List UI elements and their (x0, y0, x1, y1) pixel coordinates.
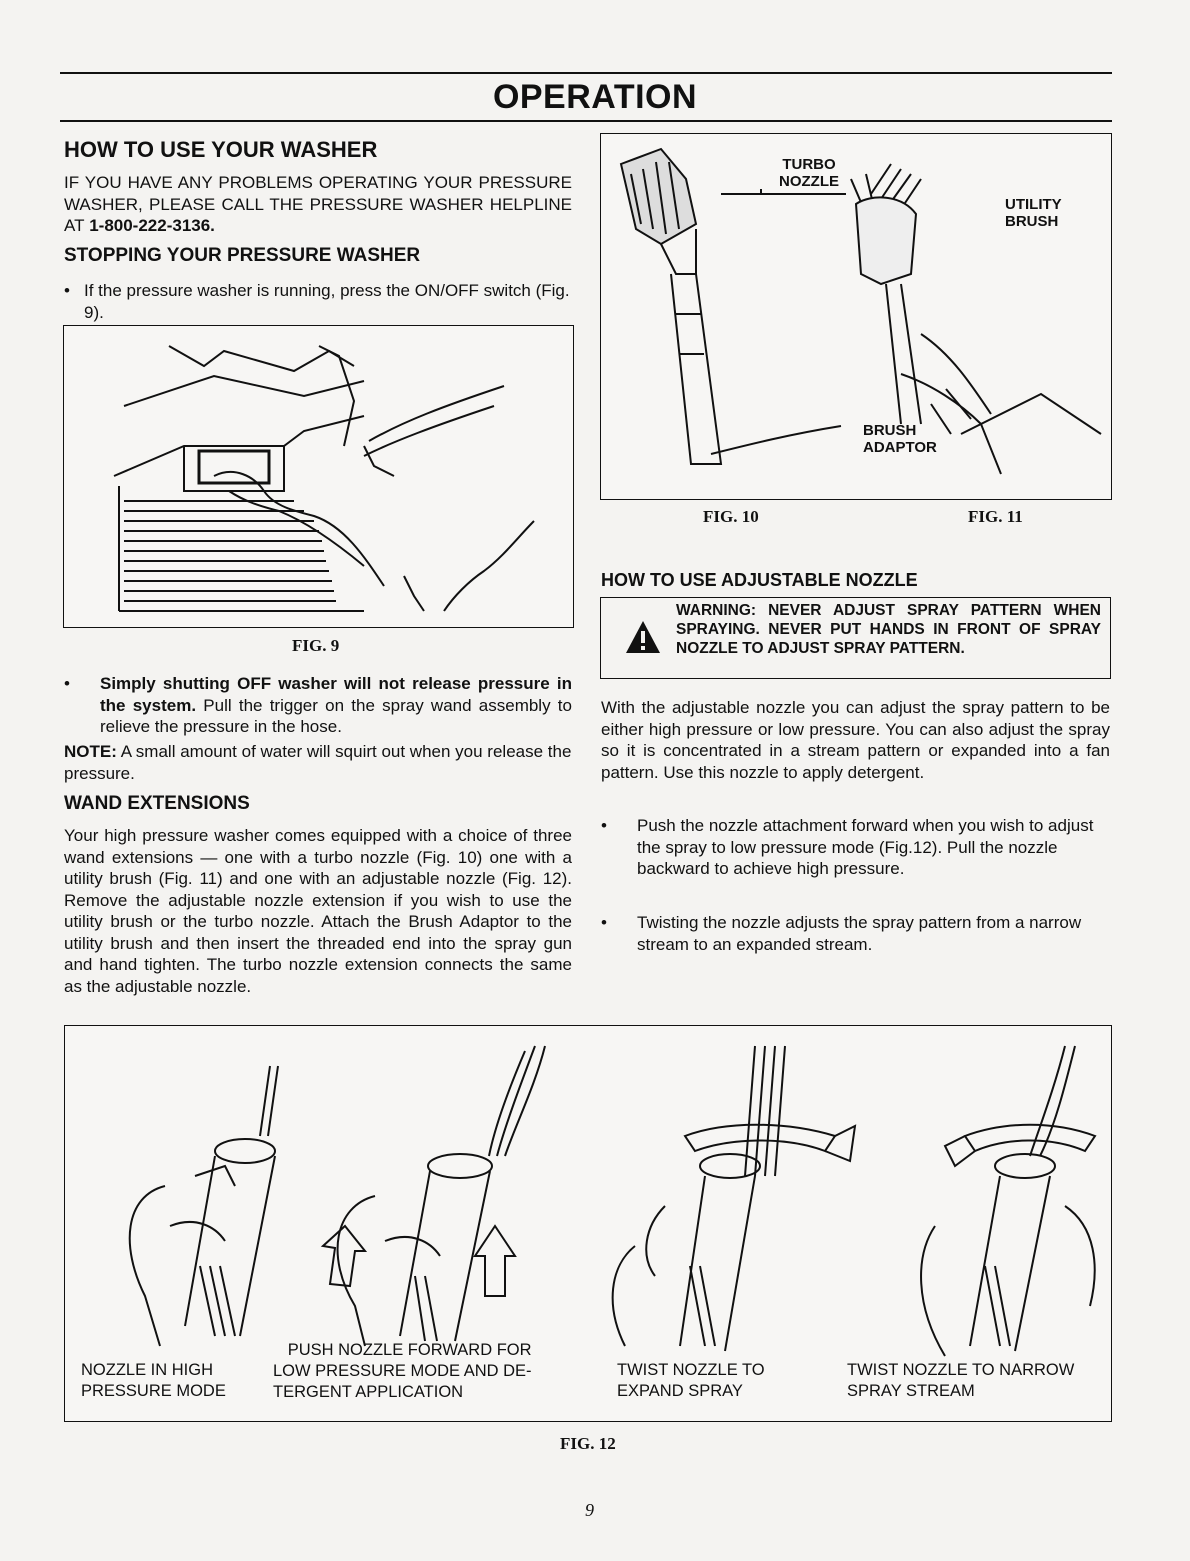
fig9-drawing (64, 326, 573, 627)
warning-box (600, 597, 1111, 679)
utility-label-line2: BRUSH (1005, 213, 1059, 230)
note-label: NOTE: (64, 742, 117, 761)
stopping-bullet-text: If the pressure washer is running, press the ON/OFF switch (Fig. 9). (84, 281, 570, 322)
push-nozzle-text: Push the nozzle attachment forward when you wish to adjust the spray to low pressure mode (Fig.12). Pull the nozzle backward to achieve high pressure. (637, 816, 1094, 878)
cap2-line3: TERGENT APPLICATION (273, 1383, 464, 1401)
helpline-text: IF YOU HAVE ANY PROBLEMS OPERATING YOUR PRESSURE WASHER, PLEASE CALL THE PRESSURE WASHER HELPLINE AT (64, 173, 572, 235)
fig9-illustration (63, 325, 574, 628)
utility-brush-label (1005, 196, 1062, 230)
fig11-caption: FIG. 11 (968, 507, 1023, 526)
note-text: A small amount of water will squirt out when you release the pressure. (64, 742, 572, 783)
warning-triangle-icon (623, 618, 663, 658)
title-underline (60, 120, 1112, 122)
note-paragraph (64, 741, 572, 784)
turbo-nozzle-label (779, 156, 839, 190)
bullet-dot: • (64, 281, 70, 300)
bullet-dot: • (601, 816, 607, 835)
utility-label-line1: UTILITY (1005, 196, 1062, 213)
cap2-line2: LOW PRESSURE MODE AND DE- (273, 1362, 532, 1380)
fig10-11-illustration (600, 133, 1112, 500)
bullet-dot: • (601, 913, 607, 932)
helpline-phone: 1-800-222-3136. (89, 216, 215, 235)
cap1-line1: NOZZLE IN HIGH (81, 1361, 214, 1379)
helpline-paragraph (64, 172, 572, 237)
release-pressure-text (100, 673, 572, 738)
fig10-11-drawing (601, 134, 1111, 499)
wand-paragraph: Your high pressure washer comes equipped with a choice of three wand extensions — one with a turbo nozzle (Fig. 10) one with a utility brush (Fig. 11) and one with an adjustable nozzle (Fig. 12). Remove the adjustable nozzle extension if you wish to use the utility brush or the turbo nozzle. Attach the Brush Adaptor to the utility brush and then insert the threaded end into the spray gun and hand tighten. The turbo nozzle extension connects the same as the adjustable nozzle. (64, 826, 572, 996)
cap2-line1: PUSH NOZZLE FORWARD FOR (287, 1341, 532, 1359)
how-to-use-heading: HOW TO USE YOUR WASHER (64, 137, 378, 162)
cap3-line1: TWIST NOZZLE TO (617, 1361, 765, 1379)
turbo-label-line1: TURBO (782, 156, 836, 173)
fig12-caption-narrow (847, 1360, 1074, 1402)
cap1-line2: PRESSURE MODE (81, 1382, 226, 1400)
twist-nozzle-text: Twisting the nozzle adjusts the spray pattern from a narrow stream to an expanded stream. (637, 913, 1082, 954)
page-title: OPERATION (492, 78, 698, 116)
wand-heading: WAND EXTENSIONS (64, 793, 250, 814)
fig12-caption-high-pressure (81, 1360, 226, 1402)
page-number: 9 (585, 1500, 594, 1520)
fig9-caption: FIG. 9 (292, 636, 340, 655)
adjustable-nozzle-heading: HOW TO USE ADJUSTABLE NOZZLE (601, 570, 918, 590)
turbo-label-line2: NOZZLE (779, 173, 839, 190)
stopping-heading: STOPPING YOUR PRESSURE WASHER (64, 245, 421, 266)
cap4-line2: SPRAY STREAM (847, 1382, 975, 1400)
release-pressure-rest: Pull the trigger on the spray wand assembly to relieve the pressure in the hose. (100, 695, 572, 736)
fig12-caption: FIG. 12 (560, 1434, 616, 1453)
fig12-caption-push-forward (273, 1340, 532, 1403)
top-rule (60, 72, 1112, 74)
release-pressure-bold: Simply shutting OFF washer will not release pressure in the system. (100, 674, 572, 715)
adaptor-label-line2: ADAPTOR (863, 439, 937, 456)
brush-adaptor-label (863, 422, 937, 456)
fig12-illustration (64, 1025, 1112, 1422)
cap3-line2: EXPAND SPRAY (617, 1382, 743, 1400)
adaptor-label-line1: BRUSH (863, 422, 917, 439)
fig10-caption: FIG. 10 (703, 507, 759, 526)
bullet-dot: • (64, 674, 70, 693)
warning-text: WARNING: NEVER ADJUST SPRAY PATTERN WHEN SPRAYING. NEVER PUT HANDS IN FRONT OF SPRAY NOZZLE TO ADJUST SPRAY PATTERN. (676, 602, 1101, 657)
adjustable-paragraph: With the adjustable nozzle you can adjust the spray pattern to be either high pressure or low pressure. You can also adjust the spray so it is concentrated in a stream pattern or expanded into a fan pattern. Use this nozzle to apply detergent. (601, 698, 1110, 782)
fig12-caption-expand (617, 1360, 765, 1402)
cap4-line1: TWIST NOZZLE TO NARROW (847, 1361, 1075, 1379)
